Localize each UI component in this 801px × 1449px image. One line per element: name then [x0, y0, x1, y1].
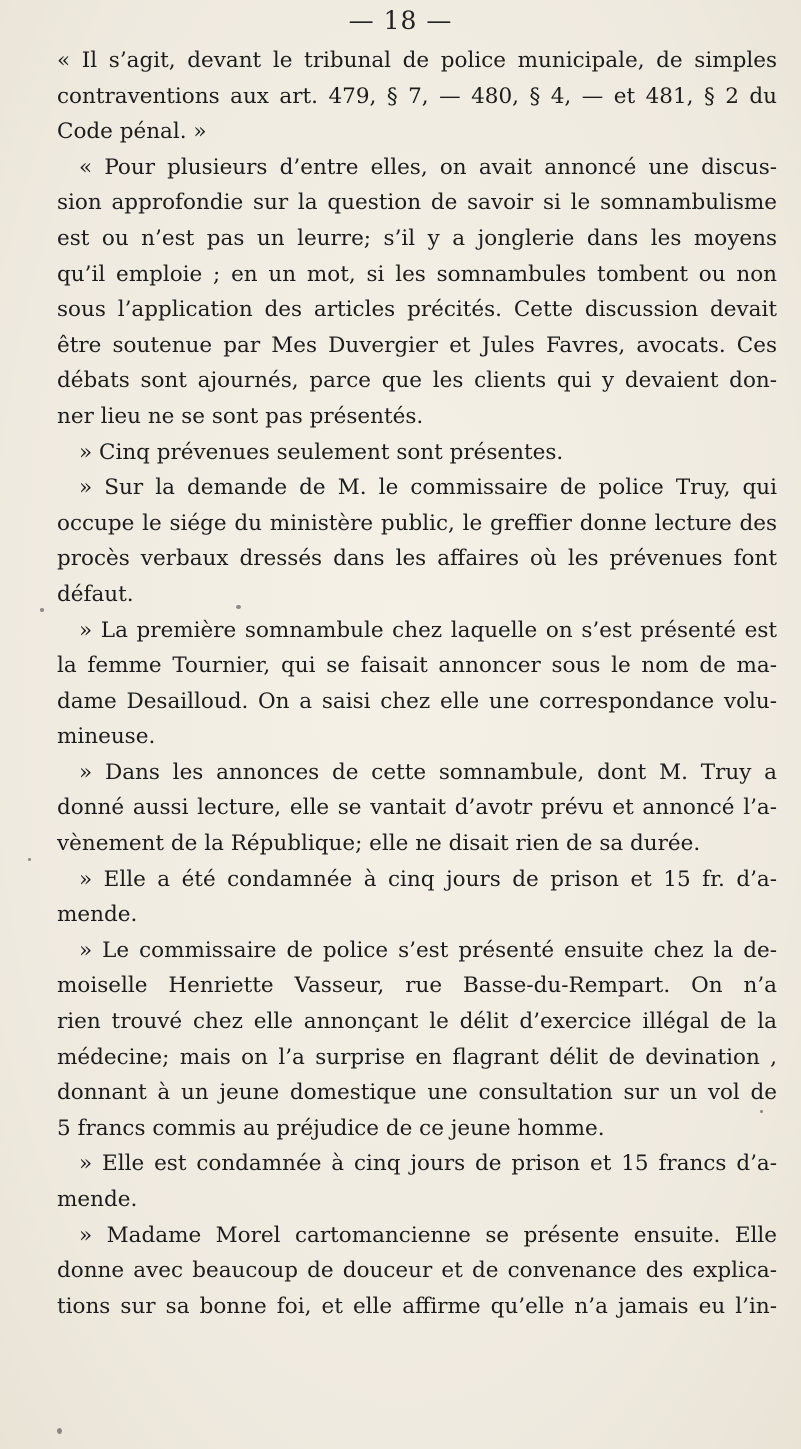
text-line: dame Desailloud. On a saisi chez elle une correspondance volu-: [57, 688, 777, 714]
text-line: occupe le siége du ministère public, le greffier donne lecture des: [57, 510, 777, 536]
ink-speck: [57, 1428, 62, 1434]
text-line: 5 francs commis au préjudice de ce jeune homme.: [57, 1115, 605, 1141]
text-line: débats sont ajournés, parce que les clients qui y devaient don-: [57, 368, 777, 394]
text-line: mineuse.: [57, 724, 156, 750]
text-line: qu’il emploie ; en un mot, si les somnambules tombent ou non: [57, 261, 777, 287]
text-line: procès verbaux dressés dans les affaires où les prévenues font: [57, 546, 777, 572]
text-line: » Elle a été condamnée à cinq jours de prison et 15 fr. d’a-: [79, 866, 777, 892]
ink-speck: [40, 608, 44, 612]
text-line: contraventions aux art. 479, § 7, — 480, § 4, — et 481, § 2 du: [57, 83, 777, 109]
text-line: mende.: [57, 1187, 138, 1212]
body-text: [57, 43, 777, 1324]
text-line: » Sur la demande de M. le commissaire de police Truy, qui: [79, 475, 777, 501]
text-line: donné aussi lecture, elle se vantait d’avotr prévu et annoncé l’a-: [57, 795, 777, 821]
text-line: médecine; mais on l’a surprise en flagrant délit de devination ,: [57, 1044, 777, 1070]
text-line: défaut.: [57, 581, 134, 607]
ink-speck: [760, 1110, 763, 1113]
text-line: » Elle est condamnée à cinq jours de prison et 15 francs d’a-: [79, 1151, 777, 1177]
text-line: » Le commissaire de police s’est présenté ensuite chez la de-: [79, 937, 777, 963]
text-line: Code pénal. »: [57, 119, 207, 145]
text-line: donne avec beaucoup de douceur et de convenance des explica-: [57, 1258, 777, 1284]
text-line: la femme Tournier, qui se faisait annoncer sous le nom de ma-: [57, 653, 777, 679]
text-line: » La première somnambule chez laquelle on s’est présenté est: [79, 617, 777, 643]
text-line: être soutenue par Mes Duvergier et Jules Favres, avocats. Ces: [57, 332, 777, 358]
text-line: » Madame Morel cartomancienne se présente ensuite. Elle: [79, 1222, 777, 1248]
text-line: sous l’application des articles précités. Cette discussion devait: [57, 297, 777, 323]
text-line: » Dans les annonces de cette somnambule, dont M. Truy a: [79, 759, 777, 785]
text-line: mende.: [57, 902, 138, 928]
ink-speck: [28, 858, 31, 861]
text-line: rien trouvé chez elle annonçant le délit d’exercice illégal de la: [57, 1009, 777, 1035]
text-line: ner lieu ne se sont pas présentés.: [57, 403, 424, 429]
text-line: sion approfondie sur la question de savoir si le somnambulisme: [57, 190, 777, 216]
text-line: « Pour plusieurs d’entre elles, on avait annoncé une discus-: [79, 154, 777, 180]
text-line: vènement de la République; elle ne disait rien de sa durée.: [57, 831, 701, 857]
text-line: donnant à un jeune domestique une consultation sur un vol de: [57, 1080, 777, 1106]
text-line: « Il s’agit, devant le tribunal de police municipale, de simples: [57, 48, 777, 73]
text-line: » Cinq prévenues seulement sont présentes.: [79, 439, 564, 465]
text-line: moiselle Henriette Vasseur, rue Basse-du-Rempart. On n’a: [57, 973, 777, 999]
text-line: tions sur sa bonne foi, et elle affirme qu’elle n’a jamais eu l’in-: [57, 1293, 777, 1319]
page-number: — 18 —: [348, 6, 453, 35]
text-line: est ou n’est pas un leurre; s’il y a jonglerie dans les moyens: [57, 225, 777, 251]
ink-speck: [236, 605, 241, 609]
